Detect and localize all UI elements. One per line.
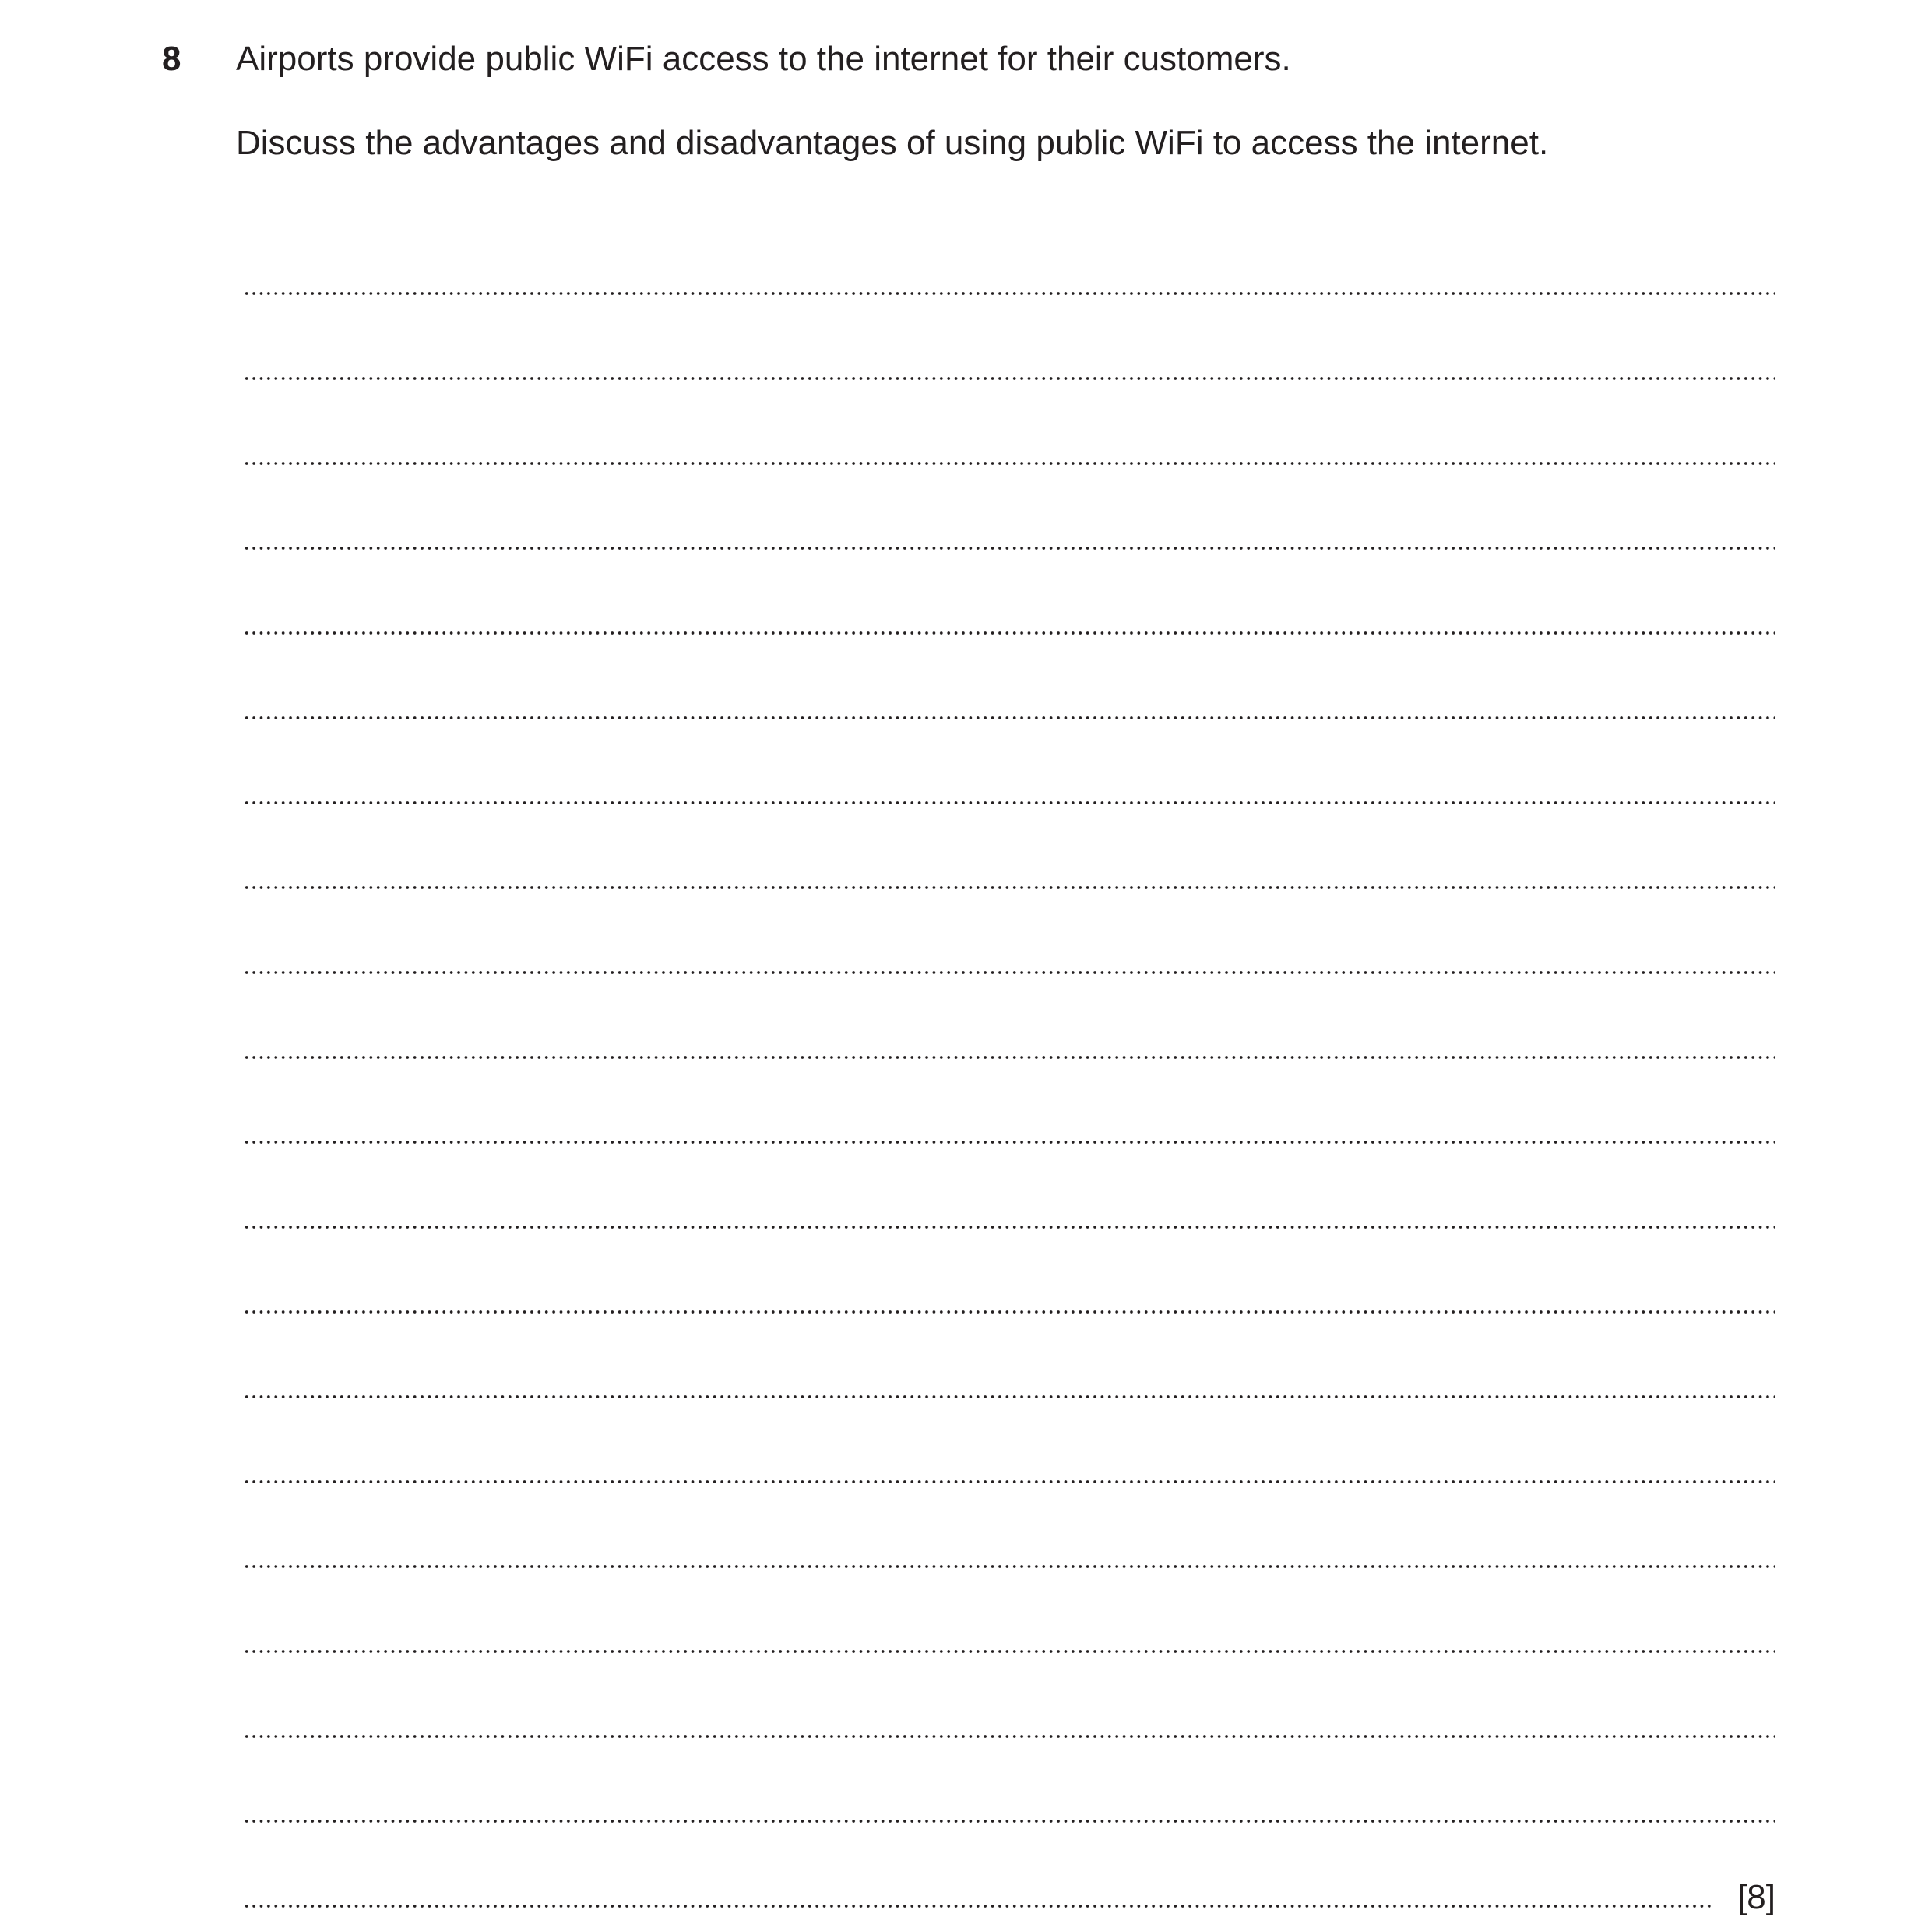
answer-line[interactable]: [243, 1398, 1775, 1483]
answer-line[interactable]: [243, 1229, 1775, 1314]
answer-line[interactable]: [243, 1314, 1775, 1398]
answer-line[interactable]: [243, 1653, 1775, 1738]
answer-area: [243, 210, 1775, 1916]
dotted-line: [243, 1905, 1715, 1908]
answer-line[interactable]: [243, 1568, 1775, 1653]
answer-line[interactable]: [243, 465, 1775, 550]
answer-line[interactable]: [243, 1483, 1775, 1568]
answer-line[interactable]: [243, 295, 1775, 380]
answer-line[interactable]: [243, 1059, 1775, 1144]
answer-line[interactable]: [243, 1144, 1775, 1229]
answer-line[interactable]: [243, 974, 1775, 1059]
answer-line[interactable]: [243, 889, 1775, 974]
answer-line[interactable]: [243, 1738, 1775, 1823]
answer-line[interactable]: [243, 719, 1775, 804]
answer-line[interactable]: [243, 550, 1775, 635]
question-number: 8: [162, 40, 181, 78]
answer-line[interactable]: [243, 210, 1775, 295]
marks-label: [8]: [1737, 1878, 1775, 1916]
answer-line[interactable]: [243, 804, 1775, 889]
question-task: Discuss the advantages and disadvantages of using public WiFi to access the internet.: [236, 124, 1549, 162]
answer-line[interactable]: [243, 635, 1775, 719]
question-stem: Airports provide public WiFi access to the internet for their customers.: [236, 40, 1291, 78]
answer-line[interactable]: [243, 1823, 1775, 1916]
answer-line[interactable]: [243, 380, 1775, 465]
